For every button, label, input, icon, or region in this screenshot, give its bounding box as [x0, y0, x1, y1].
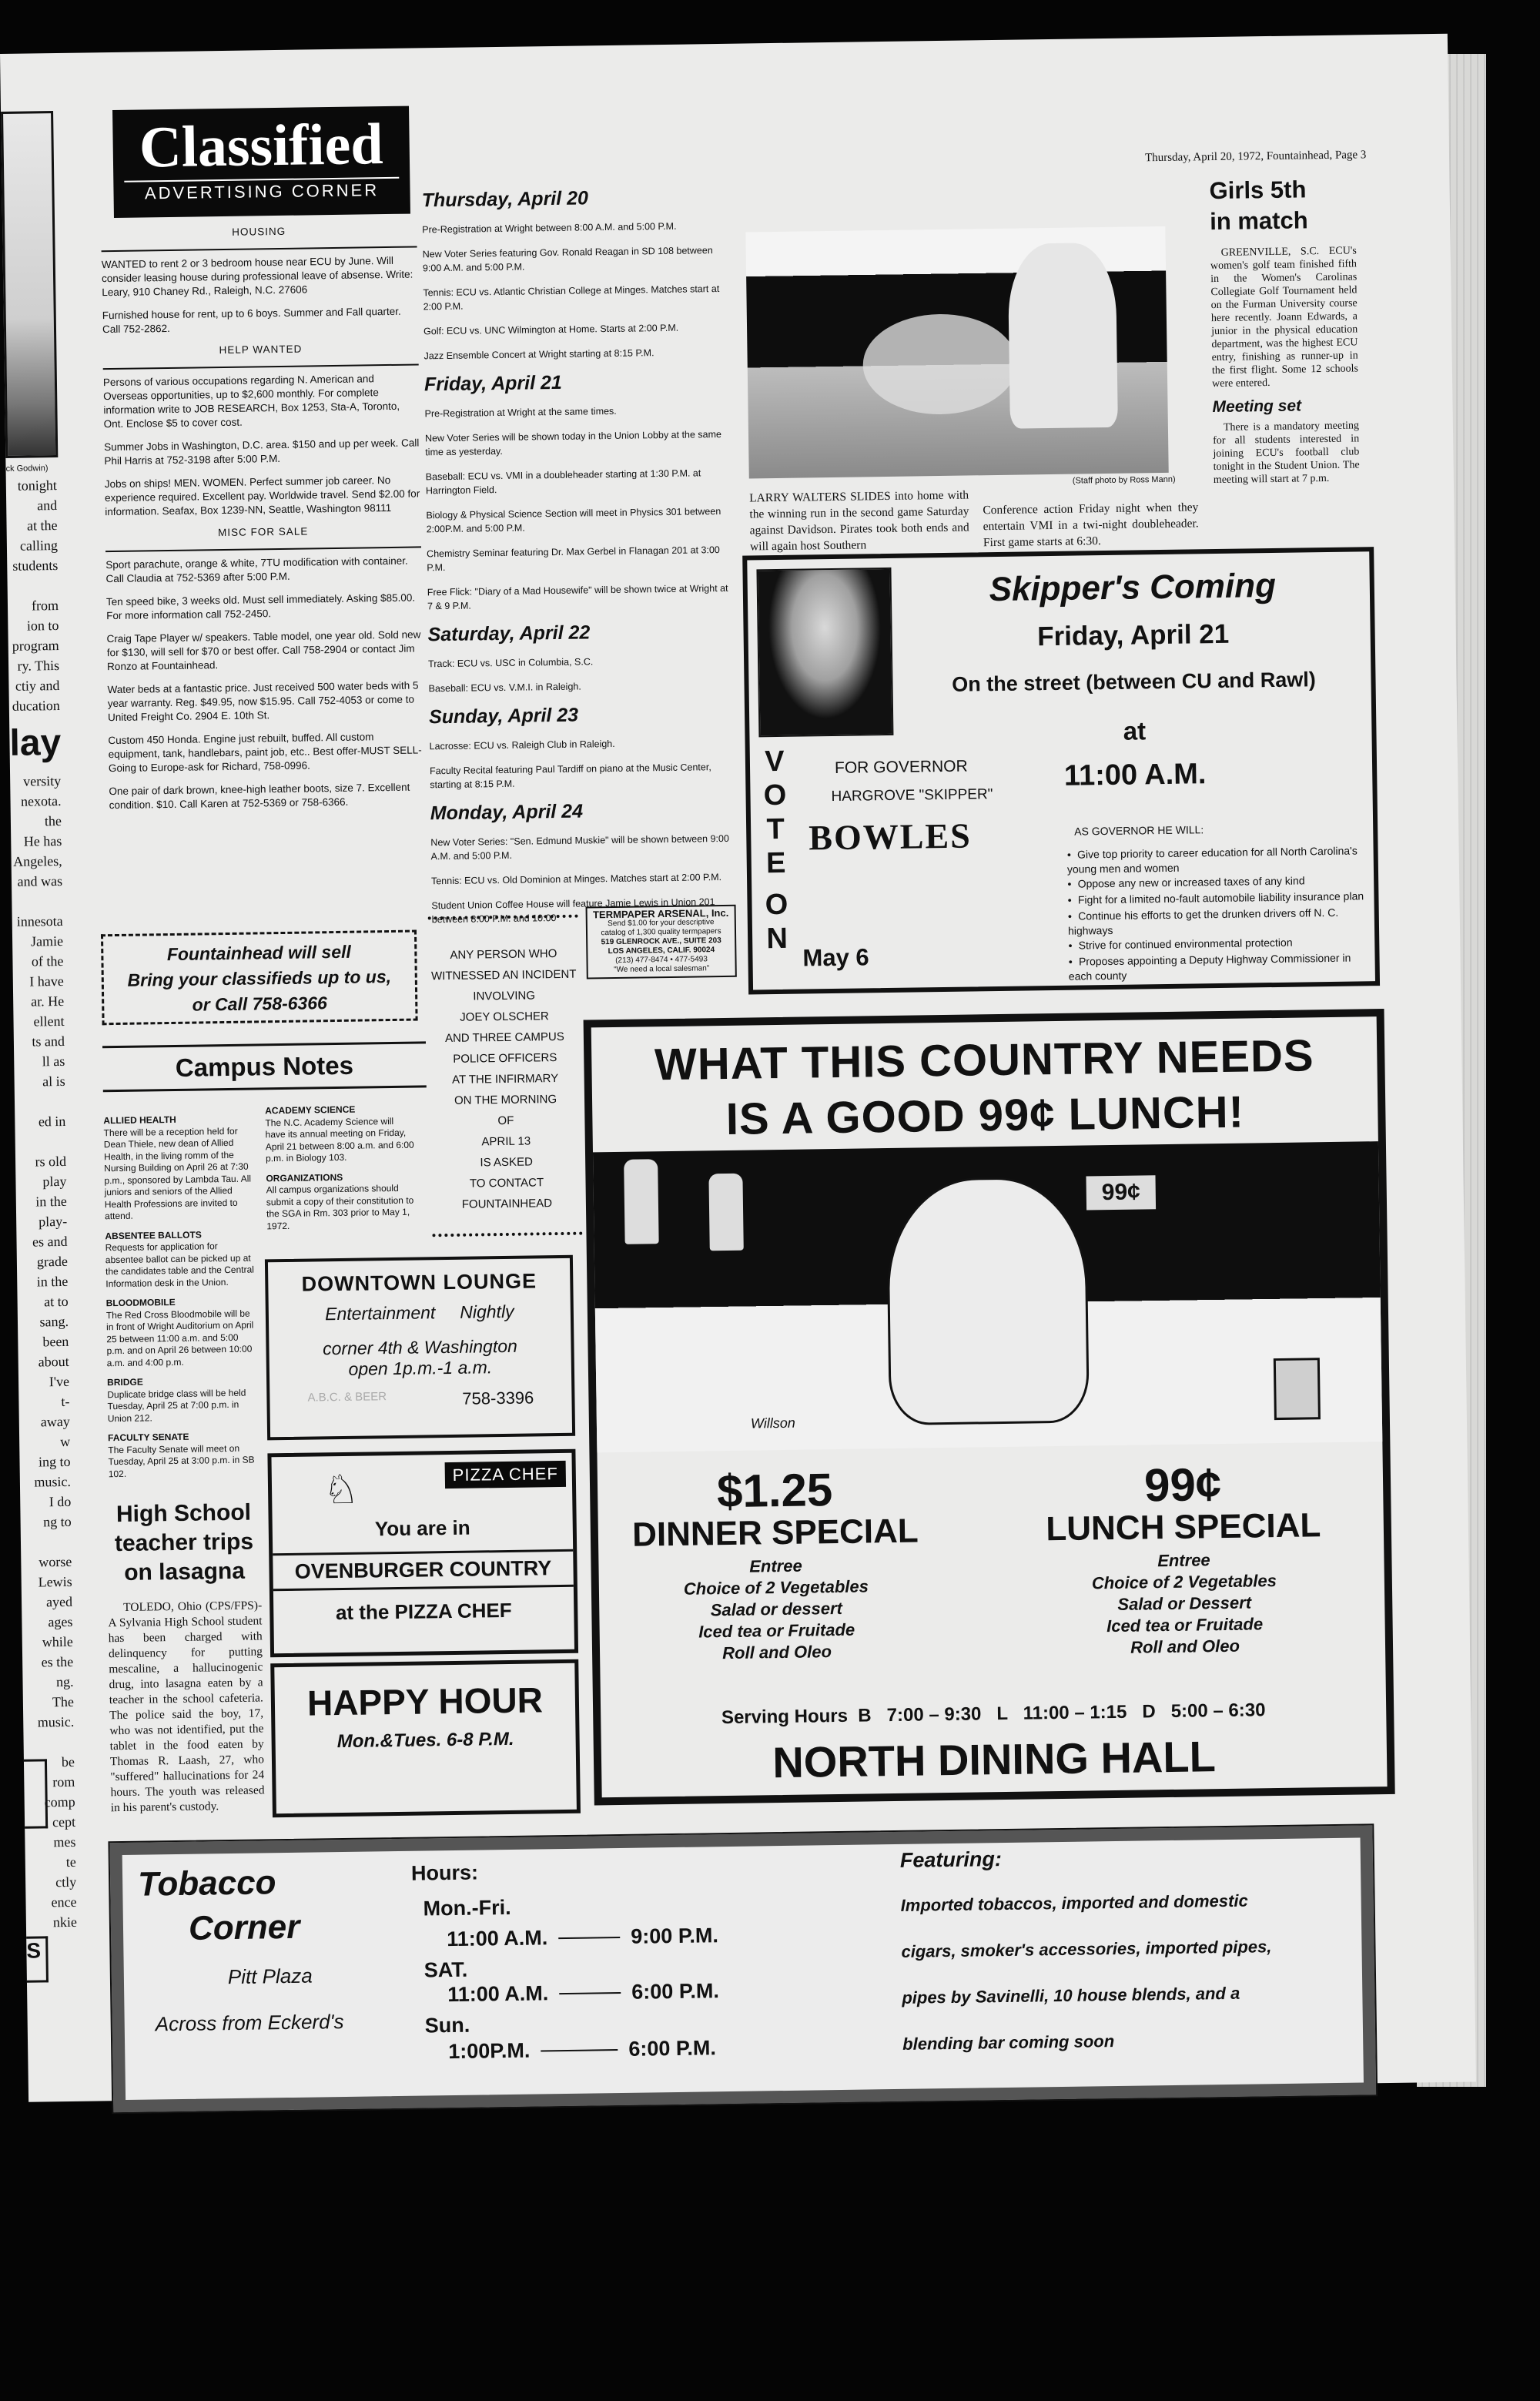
- classified-ad: One pair of dark brown, knee-high leather boots, size 7. Excellent condition. $10. Call Karen at 752-5369 or 758-6366.: [109, 781, 410, 812]
- classified-ad: Craig Tape Player w/ speakers. Table model, one year old. Sold new for $130, will sell for $70 or best offer. Call 758-2904 or contact Jim Ronzo at Fountainhead.: [106, 628, 421, 673]
- calendar-event: Baseball: ECU vs. V.M.I. in Raleigh.: [428, 681, 581, 695]
- left-ad-fragment-2: S: [26, 1936, 49, 1982]
- calendar-event: Lacrosse: ECU vs. Raleigh Club in Raleigh.: [429, 738, 615, 752]
- pizza-chef-ad: ♘ PIZZA CHEF You are in OVENBURGER COUNTRY at the PIZZA CHEF: [267, 1449, 578, 1658]
- golf-headline: Girls 5th in match: [1209, 176, 1308, 236]
- campus-note-heading: ORGANIZATIONS: [266, 1171, 343, 1184]
- downtown-lounge-ad: DOWNTOWN LOUNGE Entertainment Nightly corner 4th & Washington open 1p.m.-1 a.m. A.B.C. & BEER 758-3396: [265, 1255, 575, 1441]
- campus-note-heading: ACADEMY SCIENCE: [265, 1103, 356, 1117]
- left-column-text: tonight and at the calling students from ion to program ry. This ctiy and ducation lay versity nexota. the He has Angeles, and was innesota Jamie of the I have ar. He ellent ts and ll as al is ed in rs old play in the play- es and grade in the at to sang. been about I've t- away w ing to music. I do ng to worse Lewis ayed ages while es the ng. The music. be rom comp cept mes te ctly ence nkie: [9, 477, 78, 1931]
- calendar-event: New Voter Series: "Sen. Edmund Muskie" will be shown between 9:00 A.M. and 5:00 P.M.: [430, 832, 729, 862]
- newspaper-page: [0, 34, 1476, 2102]
- campus-note-heading: ABSENTEE BALLOTS: [105, 1228, 202, 1241]
- classified-section-misc: MISC FOR SALE: [217, 525, 309, 539]
- left-photo: [1, 111, 58, 458]
- calendar-event: New Voter Series featuring Gov. Ronald Reagan in SD 108 between 9:00 A.M. and 5:00 P.M.: [422, 245, 713, 274]
- calendar-event: Tennis: ECU vs. Old Dominion at Minges. Matches start at 2:00 P.M.: [430, 872, 722, 887]
- lunch-special: 99¢ LUNCH SPECIAL Entree Choice of 2 Vegetables Salad or Dessert Iced tea or Fruitade Roll and Oleo: [1046, 1458, 1321, 1657]
- vote-on: V O T E O N: [763, 745, 788, 956]
- lasagna-body: TOLEDO, Ohio (CPS/FPS)-A Sylvania High School student has been charged with delinquency for putting mescaline, a hallucinogenic drug, into lasagna eaten by a teacher in the school cafeteria. The police said the boy, 17, who was not identified, put the tablet in the food eaten by Thomas R. Laash, 27, who "suffered" hallucinations for 24 hours. The youth was released in his parent's custody.: [108, 1599, 265, 1815]
- calendar-day: Sunday, April 23: [428, 704, 579, 728]
- calendar-day: Thursday, April 20: [421, 187, 589, 212]
- baseball-photo: [745, 226, 1168, 479]
- golf-article: Girls 5th in match GREENVILLE, S.C. ECU's women's golf team finished fifth in the Women's Carolinas Collegiate Golf Tournament held on the Furman University course here recently. Joann Edwards, a junior in the physical education department, was the highest ECU entry, finishing as runner-up in the first flight. Some 12 schools were entered. Meeting set There is a mandatory meeting for all students interested in joining ECU's football club tonight in the Student Union. The meeting will start at 7 p.m.: [1209, 173, 1360, 487]
- classified-section-housing: HOUSING: [232, 225, 286, 238]
- dotted-divider: [432, 1232, 582, 1237]
- pizza-chef-icon: ♘: [323, 1467, 360, 1513]
- calendar-event: Student Union Coffee House will feature Jamie Lewis in Union 201 between 8:00 P.M. and 10:00: [431, 896, 715, 926]
- calendar-day: Saturday, April 22: [427, 621, 591, 646]
- candidate-photo: [756, 568, 893, 737]
- classified-ad: WANTED to rent 2 or 3 bedroom house near ECU by June. Will consider leasing house during professional leave of absense. Write: Leary, 910 Chaney Rd., Raleigh, N.C. 27606: [101, 254, 413, 299]
- calendar-event: Pre-Registration at Wright between 8:00 A.M. and 5:00 P.M.: [422, 220, 677, 236]
- classified-masthead: [112, 106, 410, 218]
- witness-notice: ANY PERSON WHO WITNESSED AN INCIDENT INVOLVING JOEY OLSCHER AND THREE CAMPUS POLICE OFFICERS AT THE INFIRMARY ON THE MORNING OF APRIL 13 IS ASKED TO CONTACT FOUNTAINHEAD: [430, 947, 577, 1211]
- calendar-event: Free Flick: "Diary of a Mad Housewife" will be shown twice at Wright at 7 & 9 P.M.: [427, 582, 728, 612]
- lasagna-article: [106, 1498, 265, 1816]
- campus-notes-title: Campus Notes: [102, 1041, 427, 1092]
- fountainhead-sell-box: Fountainhead will sell Bring your classifieds up to us, or Call 758-6366: [101, 930, 418, 1026]
- pizza-chef-badge: PIZZA CHEF: [444, 1461, 566, 1488]
- calendar-day: Friday, April 21: [424, 371, 562, 396]
- campus-notes: Campus Notes ALLIED HEALTH There will be a reception held for Dean Thiele, new dean of Allied Health, in the living romm of the Nursing Building on April 26 at 7:30 p.m., sponsored by Lambda Tau. All juniors and seniors of the Allied Health Professions are invited to attend. ABSENTEE BALLOTS Requests for application for absentee ballot can be picked up at the candidates table and the Central Information desk in the Union. BLOODMOBILE The Red Cross Bloodmobile will be in front of Wright Auditorium on April 25 between 11:00 a.m. and 5:00 p.m. and on April 26 between 10:00 a.m. and 4:00 p.m. BRIDGE Duplicate bridge class will be held Tuesday, April 25 at 7:00 p.m. in Union 212. FACULTY SENATE The Faculty Senate will meet on Tuesday, April 25 at 3:00 p.m. in SB 102. ACADEMY SCIENCE The N.C. Academy Science will have its annual meeting on Friday, April 21 between 8:00 a.m. and 6:00 p.m. in Biology 103. ORGANIZATIONS All campus organizations should submit a copy of their constitution to the SGA in Rm. 303 prior to May 1, 1972.: [102, 1041, 427, 1100]
- classified-ad: Custom 450 Honda. Engine just rebuilt, buffed. All custom equipment, tank, handlebars, paint job, etc.. Best offer-MUST SELL-Going to Europe-ask for Richard, 758-0996.: [108, 731, 422, 775]
- lunch-ad: WHAT THIS COUNTRY NEEDS IS A GOOD 99¢ LUNCH! 99¢ Willson $1.25 DINNER SPECIAL Entree Choice of 2 Vegetables Salad or dessert Iced tea or Fruitade Roll and Oleo 99¢ LUNCH SPECIAL Entree Choice of 2 Vegetables Salad or Dessert Iced tea or Fruitade Roll and Oleo Serving Hours B 7:00 – 9:30 L 11:00 – 1:15 D 5:00 – 6:30 NORTH DINING HALL: [584, 1009, 1395, 1805]
- page-date-line: Thursday, April 20, 1972, Fountainhead, Page 3: [1144, 149, 1367, 165]
- dinner-special: $1.25 DINNER SPECIAL Entree Choice of 2 Vegetables Salad or dessert Iced tea or Fruitade Roll and Oleo: [631, 1464, 919, 1663]
- lasagna-headline: High School teacher trips on lasagna: [114, 1499, 254, 1586]
- termpaper-ad: TERMPAPER ARSENAL, Inc. Send $1.00 for your descriptive catalog of 1,300 quality termpapers 519 GLENROCK AVE., SUITE 203 LOS ANGELES, CALIF. 90024 (213) 477-8474 • 477-5493 "We need a local salesman": [586, 905, 737, 979]
- classified-ad: Summer Jobs in Washington, D.C. area. $150 and up per week. Call Phil Harris at 752-3198 after 5:00 P.M.: [104, 437, 420, 467]
- classified-subtitle: ADVERTISING CORNER: [124, 177, 399, 204]
- campus-note-heading: BRIDGE: [107, 1376, 143, 1388]
- classified-title: Classified: [139, 112, 384, 180]
- classified-ad: Persons of various occupations regarding N. American and Overseas opportunities, up to $2,600 monthly. For complete information write to JOB RESEARCH, Box 1253, Sta-A, Toronto, Ont. Enclose $5 to cover cost.: [102, 373, 400, 430]
- calendar-day: Monday, April 24: [430, 800, 584, 825]
- calendar-event: Pre-Registration at Wright at the same times.: [424, 405, 617, 420]
- classified-ad: Jobs on ships! MEN. WOMEN. Perfect summer job career. No experience required. Excellent pay. Worldwide travel. Send $2.00 for information. Seafax, Box 1239-NN, Seattle, Washington 98111: [104, 474, 420, 518]
- happy-hour-ad: HAPPY HOUR Mon.&Tues. 6-8 P.M.: [270, 1659, 581, 1818]
- left-ad-fragment: [24, 1759, 48, 1828]
- left-photo-credit: ck Godwin): [5, 464, 49, 474]
- photo-caption-cont: Conference action Friday night when they entertain VMI in a twi-night doubleheader. First game starts at 6:30.: [983, 501, 1199, 550]
- photo-caption: LARRY WALTERS SLIDES into home with the winning run in the second game Saturday against Davidson. Pirates took both ends and will again host Southern: [749, 488, 969, 554]
- events-calendar: [421, 183, 740, 937]
- tobacco-corner-ad: Tobacco Corner Pitt Plaza Across from Eckerd's Hours: Mon.-Fri. 11:00 A.M. 9:00 P.M. SAT. 11:00 A.M. 6:00 P.M. Sun. 1:00P.M. 6:00 P.M. Featuring: Imported tobaccos, imported and domestic cigars, smoker's accessories, imported pipes, pipes by Savinelli, 10 house blends, and a blending bar coming soon: [109, 1825, 1376, 2112]
- calendar-event: Track: ECU vs. USC in Columbia, S.C.: [428, 656, 594, 670]
- calendar-event: Jazz Ensemble Concert at Wright starting at 8:15 P.M.: [424, 347, 654, 362]
- calendar-event: Faculty Recital featuring Paul Tardiff on piano at the Music Center, starting at 8:15 P.M.: [429, 762, 711, 791]
- campus-note-heading: ALLIED HEALTH: [103, 1113, 176, 1127]
- campus-note-heading: FACULTY SENATE: [108, 1431, 189, 1444]
- calendar-event: New Voter Series will be shown today in the Union Lobby at the same time as yesterday.: [424, 428, 722, 458]
- photo-credit: (Staff photo by Ross Mann): [1072, 474, 1176, 486]
- calendar-event: Tennis: ECU vs. Atlantic Christian College at Minges. Matches start at 2:00 P.M.: [423, 283, 720, 313]
- calendar-event: Baseball: ECU vs. VMI in a doubleheader starting at 1:30 P.M. at Harrington Field.: [425, 467, 701, 497]
- classified-ads: [101, 219, 425, 822]
- classified-ad: Furnished house for rent, up to 6 boys. Summer and Fall quarter. Call 752-2862.: [102, 305, 401, 336]
- classified-ad: Water beds at a fantastic price. Just received 500 water beds with 5 year warranty. Reg. $49.95, now $15.95. Call 752-4053 or come to United Freight Co. 2904 E. 10th St.: [107, 679, 419, 724]
- campus-note-heading: BLOODMOBILE: [105, 1296, 176, 1309]
- calendar-event: Golf: ECU vs. UNC Wilmington at Home. Starts at 2:00 P.M.: [423, 322, 679, 337]
- classified-section-help: HELP WANTED: [219, 343, 303, 357]
- calendar-event: Chemistry Seminar featuring Dr. Max Gerbel in Flanagan 201 at 3:00 P.M.: [427, 544, 720, 574]
- bartender-illustration: 99¢ Willson: [593, 1141, 1382, 1452]
- calendar-event: Biology & Physical Science Section will meet in Physics 301 between 2:00P.M. and 5:00 P.M.: [426, 505, 721, 535]
- classified-ad: Ten speed bike, 3 weeks old. Must sell immediately. Asking $85.00. For more information call 752-2450.: [105, 591, 416, 622]
- classified-ad: Sport parachute, orange & white, 7TU modification with container. Call Claudia at 752-5369 after 5:00 P.M.: [105, 554, 408, 585]
- skipper-bowles-ad: Skipper's Coming Friday, April 21 On the street (between CU and Rawl) at 11:00 A.M. V O T E O N FOR GOVERNOR HARGROVE "SKIPPER" BOWLES May 6 AS GOVERNOR HE WILL: ● Give top priority to career education for all North Carolina's young men and women ● Oppose any new or increased taxes of any kind ● Fight for a limited no-fault automobile liability insurance plan ● Continue his efforts to get the drunken drivers off N. C. highways ● Strive for continued environmental protection ● Proposes appointing a Deputy Highway Commissioner in each county: [742, 547, 1380, 994]
